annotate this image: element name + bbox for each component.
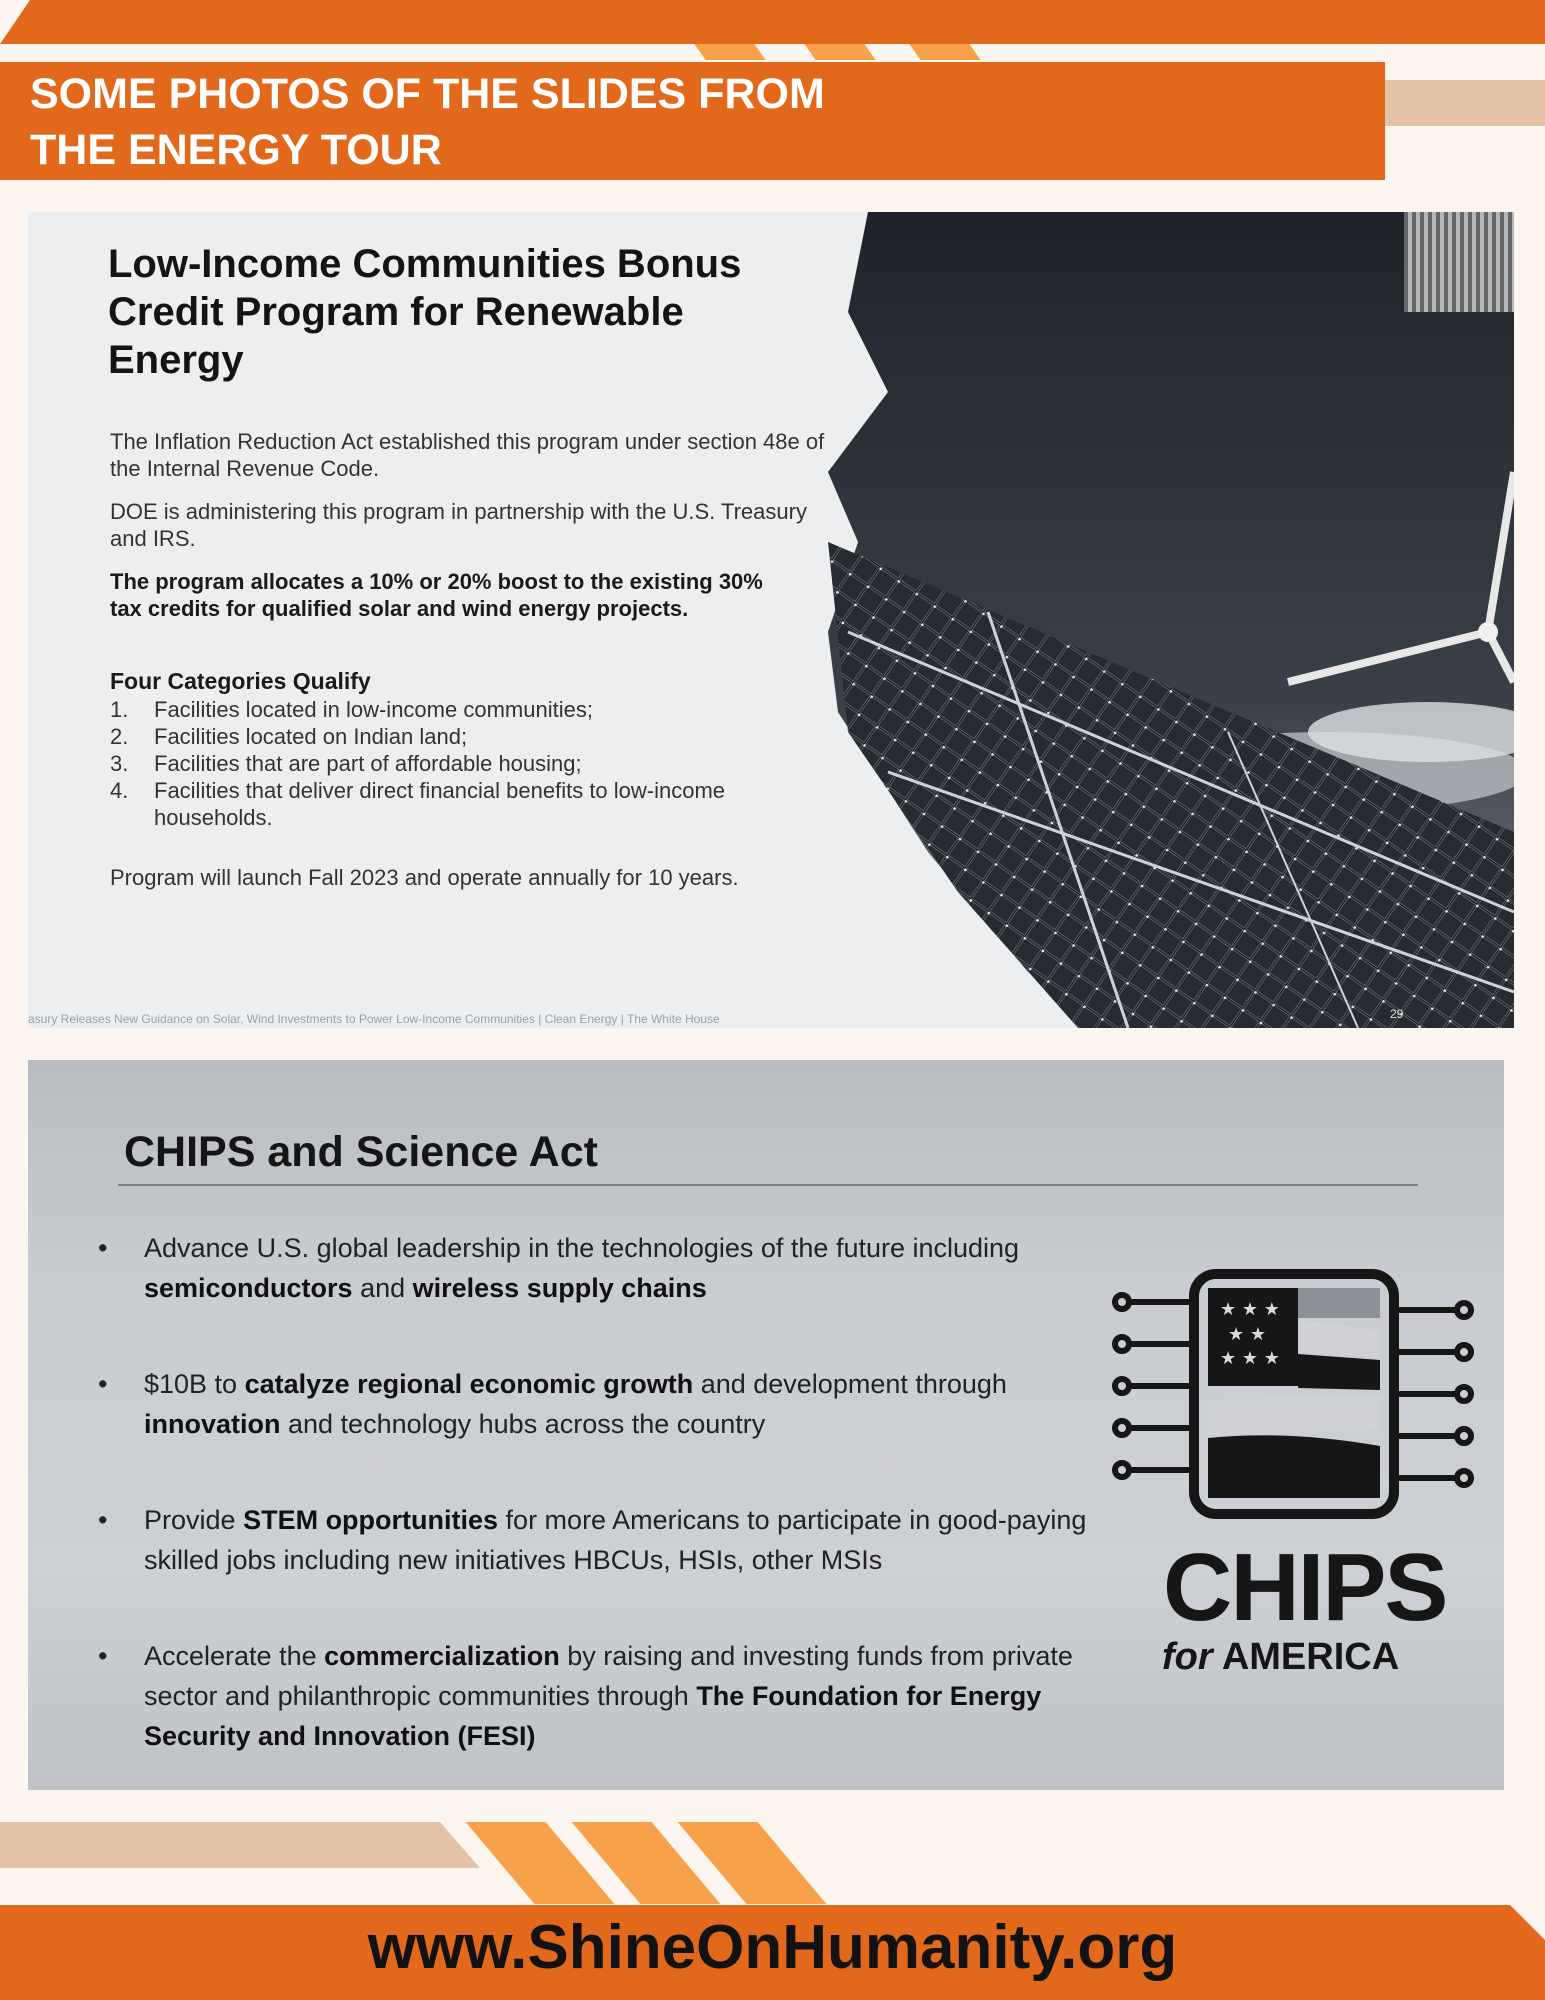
slide1-footnote: asury Releases New Guidance on Solar, Wind Investments to Power Low-Income Communities | Clean Energy | The White House [28, 1012, 720, 1026]
chips-logo-subtitle: for AMERICA [1162, 1636, 1400, 1678]
slide1-paragraph-bold: The program allocates a 10% or 20% boost to the existing 30% tax credits for qualified solar and wind energy projects. [110, 569, 763, 621]
slide-photo-chips-act [28, 1060, 1504, 1790]
slide1-categories-list [110, 696, 770, 831]
page-title [0, 62, 1385, 180]
chips-logo-wordmark: CHIPS [1163, 1534, 1447, 1641]
list-item: 3. Facilities that are part of affordable housing; [110, 751, 582, 776]
svg-text:★ ★ ★: ★ ★ ★ [1220, 1299, 1280, 1320]
website-url[interactable]: www.ShineOnHumanity.org [367, 1913, 1178, 1982]
slide1-title: Low-Income Communities Bonus Credit Program for Renewable Energy [108, 242, 742, 382]
list-item: 2. Facilities located on Indian land; [110, 724, 468, 749]
top-banner-bar [0, 0, 1545, 44]
svg-text:★ ★ ★: ★ ★ ★ [1220, 1348, 1280, 1369]
list-item: • Provide STEM opportunities for more Americans to participate in good-paying skilled jobs including new initiatives HBCUs, HSIs, other MSIs [98, 1505, 1087, 1575]
decorative-stripe [909, 44, 980, 60]
decorative-tab [0, 1822, 480, 1868]
list-item: 1. Facilities located in low-income communities; [110, 697, 593, 722]
list-item: • Advance U.S. global leadership in the technologies of the future including semiconductors and wireless supply chains [98, 1233, 1020, 1303]
decorative-stripe [804, 44, 875, 60]
slide2-title: CHIPS and Science Act [124, 1128, 598, 1176]
page-title-line2: THE ENERGY TOUR [30, 126, 442, 174]
slide2-divider [118, 1184, 1418, 1186]
page-title-line1: SOME PHOTOS OF THE SLIDES FROM [30, 70, 825, 118]
slide1-categories-heading: Four Categories Qualify [110, 668, 371, 694]
slide2-bullet-list [98, 1228, 1118, 1790]
slide1-paragraph: The Inflation Reduction Act established this program under section 48e of the Internal Revenue Code. [110, 429, 825, 481]
list-item: • $10B to catalyze regional economic growth and development through innovation and technology hubs across the country [98, 1369, 1007, 1439]
svg-text:★ ★: ★ ★ [1228, 1324, 1266, 1345]
slide1-page-number: 29 [1390, 1007, 1404, 1021]
list-item: • Accelerate the commercialization by raising and investing funds from private sector and philanthropic communities through The Foundation for Energy Security and Innovation (FESI) [98, 1641, 1073, 1751]
qr-code [1404, 212, 1514, 312]
top-banner-notch [0, 0, 30, 44]
decorative-tab [1385, 80, 1545, 126]
list-item: 4. Facilities that deliver direct financial benefits to low-income households. [110, 778, 726, 830]
slide1-closing: Program will launch Fall 2023 and operate annually for 10 years. [110, 865, 739, 890]
decorative-stripe [694, 44, 765, 60]
slide1-paragraph: DOE is administering this program in partnership with the U.S. Treasury and IRS. [110, 499, 807, 551]
slide-photo-low-income-credit [28, 212, 1514, 1028]
